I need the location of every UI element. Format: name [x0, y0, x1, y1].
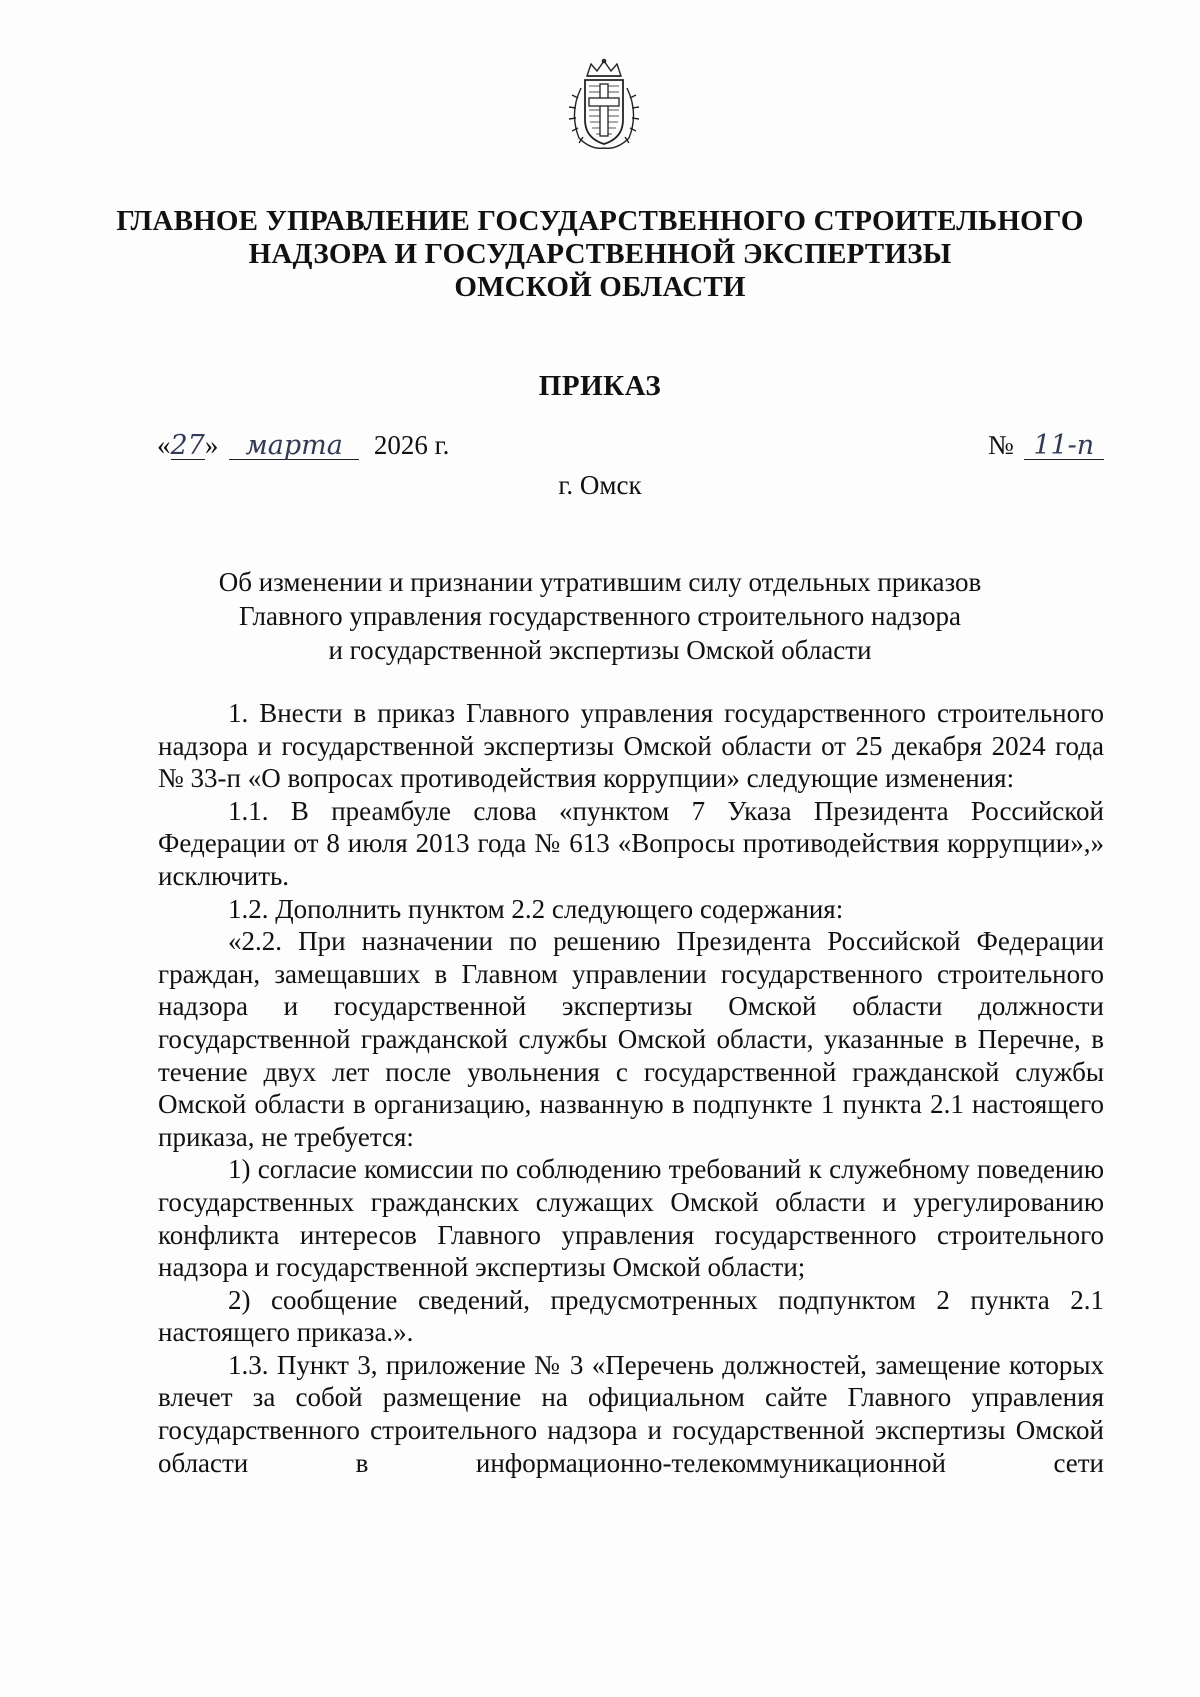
order-subject: [130, 565, 1070, 667]
subject-line: и государственной экспертизы Омской области: [328, 635, 872, 665]
organization-title-line: НАДЗОРА И ГОСУДАРСТВЕННОЙ ЭКСПЕРТИЗЫ: [248, 238, 952, 270]
paragraph: 1) согласие комиссии по соблюдению требований к служебному поведению государственных гражданских служащих Омской области и урегулированию конфликта интересов Главного управления государственного строительного надзора и государственной экспертизы Омской области;: [158, 1154, 1104, 1283]
date-open-quote: «: [157, 430, 171, 460]
organization-title-line: ГЛАВНОЕ УПРАВЛЕНИЕ ГОСУДАРСТВЕННОГО СТРОИТЕЛЬНОГО: [116, 205, 1084, 237]
date-close-quote: »: [204, 430, 219, 460]
number-value: 11-п: [1024, 433, 1104, 460]
number-sign: №: [988, 430, 1014, 460]
paragraph: 1. Внести в приказ Главного управления государственного строительного надзора и государственной экспертизы Омской области от 25 декабря 2024 года № 33-п «О вопросах противодействия коррупции» следующие изменения:: [158, 698, 1104, 794]
paragraph: «2.2. При назначении по решению Президента Российской Федерации граждан, замещавших в Главном управлении государственного строительного надзора и государственной экспертизы Омской области должности государственной гражданской службы Омской области, указанные в Перечне, в течение двух лет после увольнения с государственной гражданской службы Омской области в организацию, названную в подпункте 1 пункта 2.1 настоящего приказа, не требуется:: [158, 926, 1104, 1152]
omsk-coat-of-arms-icon: [565, 58, 643, 154]
date-day: 27: [170, 430, 205, 461]
order-body: [158, 697, 1104, 1479]
order-number: [988, 430, 1104, 461]
city: г. Омск: [558, 470, 642, 500]
subject-line: Главного управления государственного строительного надзора: [238, 601, 962, 631]
document-type: ПРИКАЗ: [538, 370, 662, 402]
paragraph: 1.2. Дополнить пунктом 2.2 следующего содержания:: [228, 893, 844, 924]
order-date: [157, 430, 449, 461]
date-month: марта: [229, 433, 359, 460]
date-year: 2026 г.: [373, 430, 450, 460]
organization-title: [100, 205, 1100, 304]
organization-title-line: ОМСКОЙ ОБЛАСТИ: [454, 271, 746, 303]
paragraph: 1.3. Пункт 3, приложение № 3 «Перечень должностей, замещение которых влечет за собой размещение на официальном сайте Главного управления государственного строительного надзора и государственной экспертизы Омской области в информационно-телекоммуникационной сети: [158, 1349, 1104, 1478]
paragraph: 1.1. В преамбуле слова «пунктом 7 Указа Президента Российской Федерации от 8 июля 2013 года № 613 «Вопросы противодействия коррупции»,» исключить.: [158, 795, 1104, 891]
paragraph: 2) сообщение сведений, предусмотренных подпунктом 2 пункта 2.1 настоящего приказа.».: [158, 1284, 1104, 1348]
subject-line: Об изменении и признании утратившим силу отдельных приказов: [218, 567, 982, 597]
